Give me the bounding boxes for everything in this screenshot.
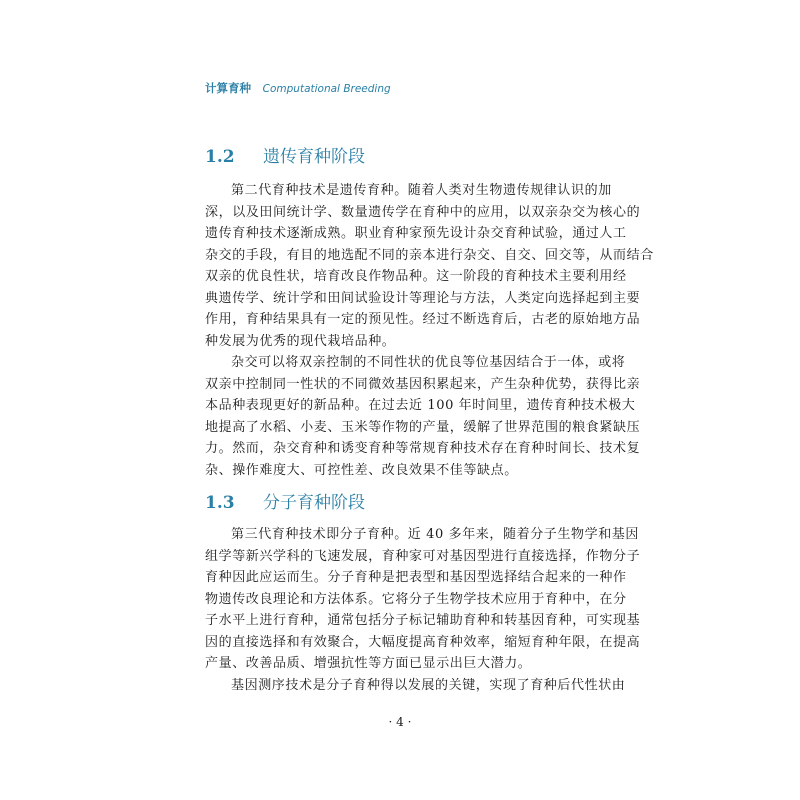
body-line: 组学等新兴学科的飞速发展，育种家可对基因型进行直接选择，作物分子 (205, 548, 641, 564)
body-line: 典遗传学、统计学和田间试验设计等理论与方法，人类定向选择起到主要 (205, 290, 641, 306)
body-line: 第二代育种技术是遗传育种。随着人类对生物遗传规律认识的加 (231, 183, 612, 198)
page-number: · 4 · (388, 715, 412, 729)
body-line: 种发展为优秀的现代栽培品种。 (205, 333, 396, 349)
section-number: 1.2 (205, 147, 235, 167)
body-line: 杂交的手段，有目的地选配不同的亲本进行杂交、自交、回交等，从而结合 (205, 247, 654, 263)
body-line: 因的直接选择和有效聚合，大幅度提高育种效率，缩短育种年限，在提高 (205, 634, 641, 650)
body-line: 基因测序技术是分子育种得以发展的关键，实现了育种后代性状由 (231, 677, 626, 693)
body-line: 地提高了水稻、小麦、玉米等作物的产量，缓解了世界范围的粮食紧缺压 (205, 419, 641, 435)
running-header (205, 80, 391, 96)
body-line: 杂、操作难度大、可控性差、改良效果不佳等缺点。 (205, 462, 518, 478)
body-line: 力。然而，杂交育种和诱变育种等常规育种技术存在育种时间长、技术复 (205, 441, 641, 456)
body-line: 物遗传改良理论和方法体系。它将分子生物学技术应用于育种中，在分 (205, 591, 627, 607)
body-line: 作用，育种结果具有一定的预见性。经过不断选育后，古老的原始地方品 (205, 312, 641, 327)
body-line: 子水平上进行育种，通常包括分子标记辅助育种和转基因育种，可实现基 (205, 613, 641, 628)
body-line: 产量、改善品质、增强抗性等方面已显示出巨大潜力。 (205, 656, 532, 671)
section-heading-1-3 (205, 488, 365, 513)
body-line: 本品种表现更好的新品种。在过去近 100 年时间里，遗传育种技术极大 (205, 398, 636, 413)
body-line: 双亲中控制同一性状的不同微效基因积累起来，产生杂种优势，获得比亲 (205, 376, 641, 392)
body-line: 遗传育种技术逐渐成熟。职业育种家预先设计杂交育种试验，通过人工 (205, 226, 627, 241)
body-line: 育种因此应运而生。分子育种是把表型和基因型选择结合起来的一种作 (205, 570, 627, 585)
section-number: 1.3 (205, 493, 235, 513)
body-line: 杂交可以将双亲控制的不同性状的优良等位基因结合于一体，或将 (231, 355, 626, 370)
book-title-cn: 计算育种 (205, 81, 251, 95)
section-title: 分子育种阶段 (263, 493, 365, 513)
body-line: 双亲的优良性状，培育改良作物品种。这一阶段的育种技术主要利用经 (205, 269, 627, 284)
section-title: 遗传育种阶段 (263, 147, 365, 167)
book-title-en: Computational Breeding (262, 83, 391, 95)
body-line: 深，以及田间统计学、数量遗传学在育种中的应用，以双亲杂交为核心的 (205, 204, 641, 220)
body-line: 第三代育种技术即分子育种。近 40 多年来，随着分子生物学和基因 (231, 527, 640, 542)
section-heading-1-2 (205, 142, 365, 167)
